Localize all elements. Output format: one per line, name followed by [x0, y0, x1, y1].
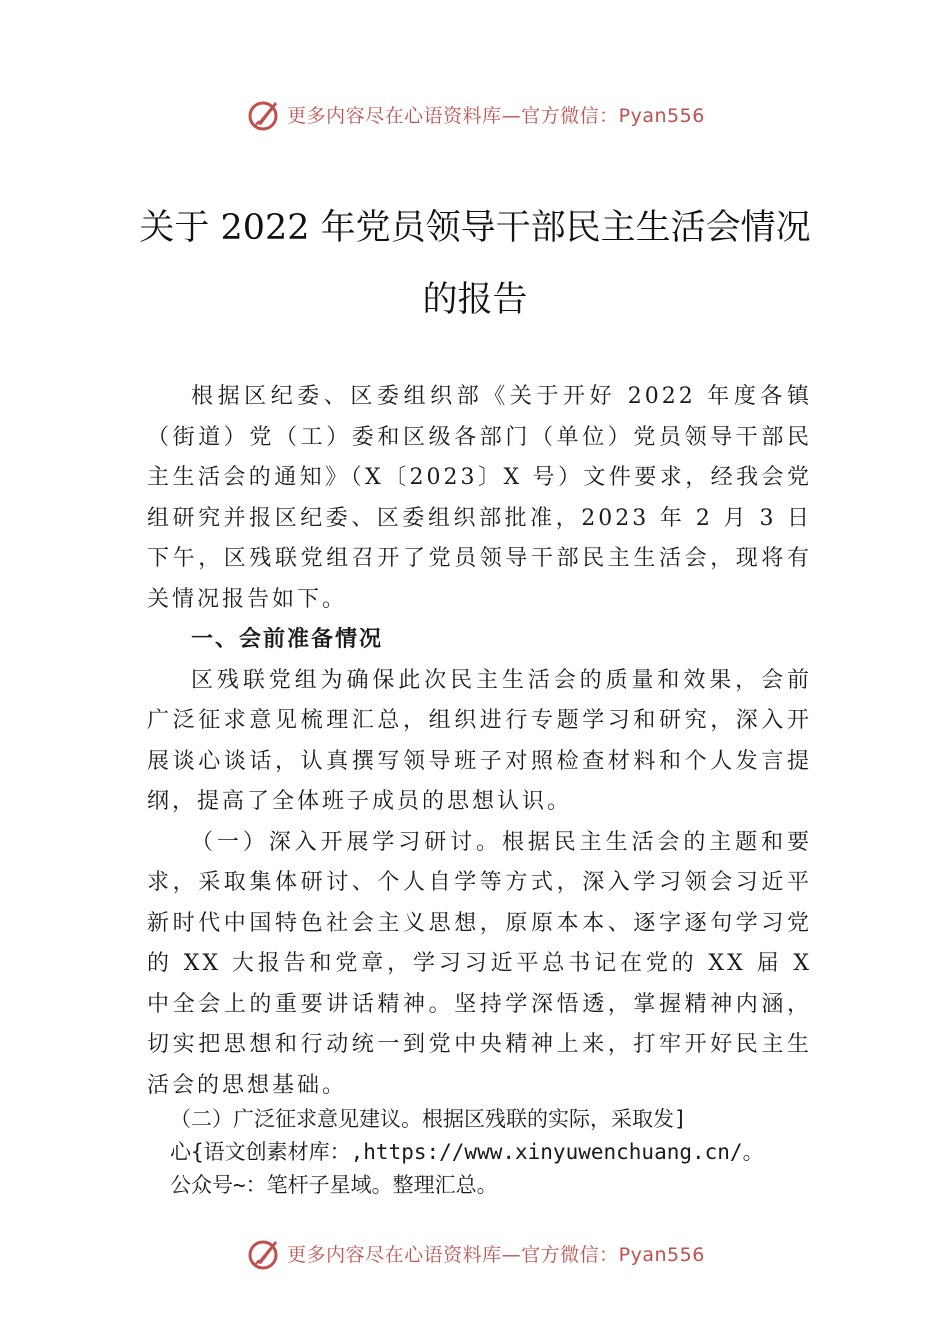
- text-line: （二）广泛征求意见建议。根据区残联的实际，采取发]: [170, 1107, 687, 1131]
- document-title: [0, 192, 950, 336]
- footer-banner-text: 更多内容尽在心语资料库—官方微信：Pyan556: [287, 1243, 705, 1266]
- title-line-2: 的报告: [422, 280, 528, 320]
- header-banner-text: 更多内容尽在心语资料库—官方微信：Pyan556: [287, 104, 705, 127]
- paragraph-preparation: 区残联党组为确保此次民主生活会的质量和效果，会前广泛征求意见梳理汇总，组织进行专题学习和研究，深入开展谈心谈话，认真撰写领导班子对照检查材料和个人发言提纲，提高了全体班子成员的思想认识。: [147, 667, 812, 814]
- section-heading-1: 一、会前准备情况: [191, 627, 384, 652]
- text-line: 公众号~：笔杆子星域。整理汇总。: [170, 1173, 498, 1197]
- document-body: [147, 377, 812, 1106]
- quill-seal-icon: [245, 1235, 281, 1271]
- text-line: 心{语文创素材库：,https://www.xinyuwenchuang.cn/。: [170, 1140, 764, 1164]
- quill-seal-icon: [245, 96, 281, 132]
- title-line-1: 关于 2022 年党员领导干部民主生活会情况: [139, 208, 811, 248]
- footer-banner: [0, 1233, 950, 1273]
- paragraph-intro: 根据区纪委、区委组织部《关于开好 2022 年度各镇（街道）党（工）委和区级各部门（单位）党员领导干部民主生活会的通知》（X〔2023〕X 号）文件要求，经我会党组研究并报区纪委、区委组织部批准，2023 年 2 月 3 日下午，区残联党组召开了党员领导干部民主生活会，现将有关情况报告如下。: [147, 384, 812, 612]
- paragraph-study: （一）深入开展学习研讨。根据民主生活会的主题和要求，采取集体研讨、个人自学等方式，深入学习领会习近平新时代中国特色社会主义思想，原原本本、逐字逐句学习党的 XX 大报告和党章，学习习近平总书记在党的 XX 届 X 中全会上的重要讲话精神。坚持学深悟透，掌握精神内涵，切实把思想和行动统一到党中央精神上来，打牢开好民主生活会的思想基础。: [147, 829, 812, 1098]
- paragraph-opinions: [170, 1103, 870, 1202]
- header-banner: [0, 94, 950, 134]
